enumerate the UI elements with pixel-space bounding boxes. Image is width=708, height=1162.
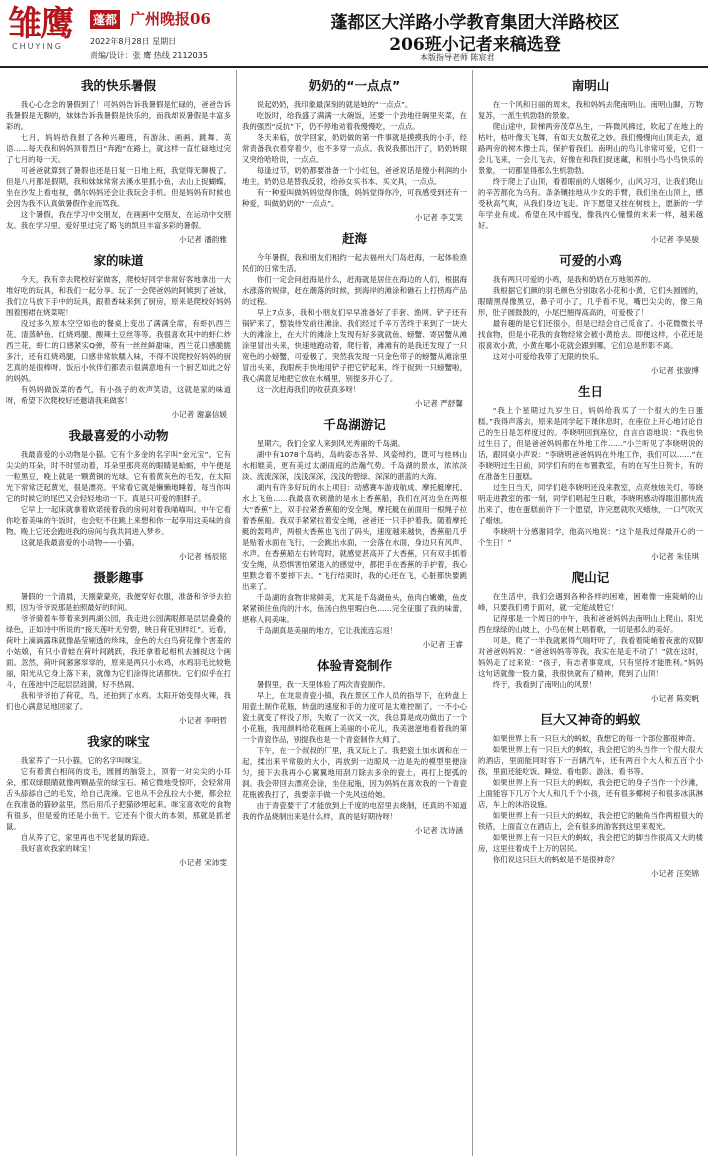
article-byline: 小记者 汪奕锦 <box>651 869 699 878</box>
article-byline: 小记者 谢嘉信媛 <box>171 410 227 419</box>
issue-date: 2022年8月28日 星期日 <box>90 37 177 46</box>
article-byline: 小记者 李昊骏 <box>651 235 699 244</box>
article-title: 我家的咪宝 <box>87 734 150 749</box>
article-body <box>478 591 703 690</box>
article-paragraph: 吃饭时，给我盛了满满一大碗饭，还要一个劲地往碗里夹菜，在我的强烈“反抗”下，仍不停地劝着我慢慢吃，一点点。 <box>242 111 467 131</box>
district-badge: 蓬都 <box>90 10 120 29</box>
article-paragraph: 终于爬上了山顶，看着眼前的人烟稀少，山风习习，让我们爬山的辛苦都化为乌有。条条镶挂地从少女的手臂，我们坐在山顶上，感受秋高气爽，从我们身边飞走。许下愿望又挂在树枝上，愿新的一学年学业有成。希望在风中摇曳，像我内心憧憬的未来一样，越来越好。 <box>478 177 703 230</box>
article <box>6 568 231 726</box>
article-byline: 小记者 张骏博 <box>651 366 699 375</box>
column-divider <box>236 70 237 1156</box>
article-body <box>242 679 467 822</box>
paper-logo: 雏鹰 <box>8 4 72 44</box>
article <box>242 415 467 650</box>
article-paragraph: 可爸爸就算到了暑假也还是日复一日地上班，我觉得无聊极了。但是八月都是假期，我和妹妹常常去溪水里抓小鱼，去山上捉蝴蝶，坐在沙发上看电视，偶尔妈妈还会让我玩会手机。但是妈妈有时候也会因为我不认真做暑假作业而骂我。 <box>6 166 231 208</box>
article-paragraph: 早上，在龙泉青瓷小镇，我在景区工作人员的指导下，在转盘上用瓷土制作花瓶，转盘的速度和手的力度可是太难控制了，一不小心瓷土就变了样没了形，失败了一次又一次，我总算是成功做出了一个小花瓶，我用颜料给花瓶画上美丽的小花儿，我美滋滋地看着我的第一个青瓷作品，别提我也是一个青瓷制作大师了。 <box>242 691 467 744</box>
article-paragraph: 这对小可爱给我带了无限的快乐。 <box>492 352 604 361</box>
article-paragraph: 千岛湖的食物非常鲜美，尤其是千岛湖鱼头，鱼肉白嫩嫩，鱼皮紧紧锁住鱼肉的汁水，鱼汤白热里瑕白色……完全征服了我的味蕾，堪称人间美味。 <box>242 593 467 624</box>
paper-logo-en: CHUYING <box>12 42 63 51</box>
article-paragraph: 下午，在一个叔叔的厂里，我又玩上了。我把瓷土加水调和在一起，揉出来平常般的大小，再放到一边晾风一边是先的模型里便涂匀，接下去我再小心翼翼地用刮刀除去多余的瓷土，再打上提弧的洞。我会带回去漂亮会涂，坐住起瓶，因为妈妈在喜欢我的一个青瓷花瓶被我打了，我要亲手做一个先风送给她。 <box>242 746 467 799</box>
article-body <box>478 274 703 362</box>
article-paragraph: 这一次赶海我们的收获真多呀！ <box>256 385 361 394</box>
article-byline: 小记者 宋沛雯 <box>179 858 227 867</box>
article <box>478 382 703 562</box>
page-headline-line2: 206班小记者来稿选登 <box>389 35 561 55</box>
article <box>242 229 467 409</box>
article-paragraph: 早上7点多，我和小朋友们早早准备好了手套、渔网、铲子还有锅铲来了，整装待发前往滩涂。我们经过千辛万苦终于来到了一块大大的滩涂上，在大片的滩涂上发现有好多就就鱼、螃蟹、寄居蟹从滩涂里冒出头来，快速地跑动着，爬行着，滩滩有的是我还发现了一只宽色的小螃蟹，可爱极了。突然我发现一只金色带子的螃蟹从滩涂里冒出头来，我眼疾手快地用铲子把它铲起来，终于捉到一只螃蟹啦，我心满意足地把它放在水桶里，别提多开心了。 <box>242 308 467 383</box>
article-byline: 小记者 沈诗涵 <box>415 826 463 835</box>
article-paragraph: 湖内有许多好玩的水上项目：动感赛车游戏航成、摩托艇摩托、水上飞鱼……我最喜欢刺激的是水上香蕉船，我们在河边坐在两根大“香蕉”上，双手拉紧香蕉船的安全绳，摩托艇在前面用一根绳子拉着香蕉船。我双手紧紧拉着安全绳，爸爸还一只手护着我。随着摩托艇的轰鸣声，两根大香蕉也飞出了码头，速度越来越快，香蕉船几乎是贴着水面在飞行，一会跳出水面，一会落在水面，身边只有风声、水声。在香蕉船左右转弯时，就感觉甚高开了大香蕉，只有双手抓着安全绳，从恐惧害怕紧退入的感觉中，都把手在香蕉的手护着，我心里默念着不要掉下去。“飞行结束时，我的心还在飞，心脏都快要跳出来了。 <box>242 483 467 591</box>
article <box>242 76 467 223</box>
article-body <box>242 99 467 209</box>
article-body <box>478 733 703 865</box>
masthead <box>0 0 708 68</box>
article <box>6 76 231 245</box>
article-paragraph: 我最喜爱的小动物是小猫。它有个多金的名字叫“金元宝”。它有尖尖的耳朵，时不时竖动着，耳朵里那亮亮的眼睛是蛤蛎，中午便是一粒黑豆，晚上就是一颗黄铜的光球。它有着黄灰色的毛发，在太阳光下常常泛起黄光，很是漂亮。平常看它就是懒懒地睡着，每当你叫它的时候它的尾巴又会轻轻地动一下。真是只可爱的胆胖子。 <box>6 450 231 503</box>
article-byline: 小记者 李艾笑 <box>415 213 463 222</box>
article <box>6 426 231 562</box>
article-paragraph: 你们说这只巨大的蚂蚁是不是很神奇？ <box>492 855 619 864</box>
article-paragraph: 它有着黄白相间的皮毛，圆圆的脑袋上，顶着一对尖尖的小耳朵，那双绿眼睛就像两颗晶莹的绿宝石。稀它微地受惊吓，会轻常用舌头舔舔自己的毛发，给自己洗澡。它也从不会乱拉大小便，都会拉在我准备的猫砂盆里，然后用爪子把猫砂埋起来。咪宝喜欢吃的食物有很多，但是爱的还是小鱼干。它还有个很大的本领，那就是抓老鼠。 <box>6 767 231 831</box>
article-paragraph: 七月，妈妈给我报了各种兴趣班，有游泳、画画、跳舞、英语……每天我和妈妈顶着烈日“奔跑”在路上，就这样一直忙碌地过完了七月的每一天。 <box>6 133 231 164</box>
page-headline-line1: 蓬都区大洋路小学教育集团大洋路校区 <box>330 13 620 33</box>
article-title: 奶奶的“一点点” <box>308 78 401 93</box>
article-byline: 小记者 朱佳琪 <box>651 552 699 561</box>
article-paragraph: 如果世界上有一只巨大的蚂蚁，我会把它的头当作一个很大很大的酒店，里面能同时容下一百辆汽车，还有两百个大人和五百个小孩，里面还能吃饭、睡觉、看电影、游泳、看书等。 <box>478 745 703 776</box>
article-paragraph: 我心心念念的暑假到了！可妈妈告诉我暑假是忙碌的，爸爸告诉我暑假是无聊的，妹妹告诉我暑假是快乐的，而我却说暑假是丰富多彩的。 <box>6 100 231 131</box>
article-paragraph: 它早上一起床就拿着欧诺接着我的房间对着我喵喵叫。中午它看你吃着美味的午饭时，也会贬不住跳上来想和你一起享用这美味的食物。晚上它还会跑进我的房间与我共同进入梦乡。 <box>6 505 231 536</box>
article-paragraph: 李晓明十分感谢同学，他高兴地说：“这个是我过得最开心的一个生日！” <box>478 527 703 547</box>
column-right <box>478 70 703 1158</box>
article-body <box>6 755 231 854</box>
article-paragraph: 我根据它们颜的羽毛颜色分别取名小花和小黄，它们头圆圆的，眼睛黑得像黑豆，鼻子可小了，几乎看不见，嘴巴尖尖的，像三角形，肚子圆鼓鼓的，小尾巴翘得高高的，可爱极了！ <box>478 286 703 317</box>
article-body <box>242 252 467 395</box>
article <box>6 251 231 420</box>
article-paragraph: 爬山途中，阶梯两旁茂草丛生，一阵微风拂过，吹起了在地上的枯叶，枯叶像天飞舞，有如天女散花之妙。我们慢慢向山顶走去，道路两旁的树木像士兵，保护着我们。南明山的鸟儿非常可爱，它们一会儿飞来，一会儿飞去，好像在和我们捉迷藏，和别小鸟小鸟快乐的景象，一切都显得那么生机勃勃。 <box>478 122 703 175</box>
article-byline: 小记者 杨辰铭 <box>179 552 227 561</box>
article-body <box>6 449 231 548</box>
article-paragraph: 我好喜欢我家的咪宝！ <box>20 844 95 853</box>
article-byline: 小记者 严舒馨 <box>415 399 463 408</box>
article-title: 可爱的小鸡 <box>559 253 622 268</box>
article-paragraph: 在一个风和日丽的周末，我和妈妈去爬南明山。南明山脚，万物复苏，一派生机勃勃的景象。 <box>478 100 703 120</box>
article <box>478 251 703 376</box>
article <box>478 568 703 704</box>
article <box>478 76 703 245</box>
article-paragraph: 今天，我有幸去爬校好家做客，爬校好同学非常好客地拿出一大堆好吃的玩具，和我们一起分享。玩了一会爬爸妈的阿姨到了爸妹，我们立马放下手中的玩具，跟着香味来到了厨房，原来是爬校好妈妈围着围裙在烧菜呢！ <box>6 275 231 317</box>
article-paragraph: 今年暑假，我和朋友们相约一起去福州大门岛赶海，一起体验渔民们的日常生活。 <box>242 253 467 273</box>
article-paragraph: 如果世界上有一只巨大的蚂蚁，我想它的每一个部位都很神奇。 <box>492 734 700 743</box>
article-title: 南明山 <box>571 78 610 93</box>
article-paragraph: 由于青瓷要干了才能放到上千度的电窑里去烧制，还真的不知道我的作品烧制出来是什么样，真的是好期待呀！ <box>242 801 467 821</box>
article-byline: 小记者 陈奕帆 <box>651 694 699 703</box>
column-middle <box>242 70 467 1158</box>
article-paragraph: 没过多久原本空空如也的餐桌上变出了满满全席，有虾扒西兰花、清蒸鲈鱼、红烧鸡腿、酸辣土豆丝等等。我很喜欢其中的虾仁炒西兰花，虾仁的口感紧实Q弹，带有一丝丝鲜甜味，西兰花口感脆脆多汁，还有红烧鸡腿，口感非常软糯入味，不得不说爬校好妈妈的厨艺真的是很棒呀。饭后小伙伴们都表示很满意地有一个厨艺如此之好的妈妈。 <box>6 319 231 383</box>
article-body <box>6 591 231 712</box>
article-paragraph: 自从养了它，家里再也不见老鼠的踪迹。 <box>20 833 154 842</box>
article-paragraph: 可是，爬了一半我就累得气喘吁吁了，我看着陡峭着夜涨的双脚对爸爸妈妈说：“爸爸妈妈等等我，我实在是走不动了！”就在这时，妈妈走了过来说：“孩子，有志者事竟成，只有坚持才能胜利。”妈妈这句话就像一股力量，我很快就有了精神，爬到了山顶！ <box>478 636 703 678</box>
article-paragraph: 每逢过节，奶奶都要准备一个小红包，爸爸说话是傻小利润的小地主，奶奶总是替我反驳，给孙女买书本、买文具，一点点。 <box>242 166 467 186</box>
article-paragraph: 湖中有1078个岛屿，岛屿姿态各异、风姿绰约，既可与桂林山水相媲美，更有美过太湖雨庭的浩瀚气势。千岛湖的景水，浓浓淡淡、流流深深，浅浅深深，浅浅的碧绿、深深的湛蓝的大海。 <box>242 450 467 481</box>
article-paragraph: 这个暑假，我在学习中交朋友，在画画中交朋友，在运动中交朋友。我在学习里、爱好里过完了略飞的凯旦丰富多彩的暑假。 <box>6 210 231 230</box>
article-title: 我最喜爱的小动物 <box>68 428 169 443</box>
article-paragraph: 最有趣的是它们还很小，但是已经会自己觅食了。小花微微长寻找食物，但是小花我的食物经常会被小黄抢去。即便这样，小花还是很喜欢小黄，小黄在哪小花就会跟到哪，它们总是形影不离。 <box>478 319 703 350</box>
article-paragraph: 有一种爱叫做妈妈觉得你饿，妈妈觉得你冷，可我感受到还有一种爱，叫做奶奶的“一点点”。 <box>242 188 467 208</box>
article-title: 赶海 <box>341 231 367 246</box>
article-byline: 小记者 潘韵雅 <box>179 235 227 244</box>
column-left <box>6 70 231 1158</box>
article-body <box>242 438 467 636</box>
article-paragraph: 暑假的一个清晨，天刚蒙蒙亮，我便穿好衣服，准备和爷爷去拍照，因为爷爷说那是拍照最好的时间。 <box>6 592 231 612</box>
article-title: 摄影趣事 <box>93 570 144 585</box>
column-divider <box>472 70 473 1156</box>
article-paragraph: 星期六，我们全家人来到风光秀丽的千岛湖。 <box>256 439 405 448</box>
article-paragraph: 你们一定会问赶海是什么，赶海就是居住在海边的人们，根据海水涨落的规律，赶在潮落的时候，到海岸的滩涂和礁石上打捞海产品的过程。 <box>242 275 467 306</box>
article-title: 体验青瓷制作 <box>316 658 392 673</box>
article-title: 家的味道 <box>93 253 144 268</box>
article-byline: 小记者 李明哲 <box>179 716 227 725</box>
article-paragraph: 千岛湖真是美丽的地方，它让我流连忘返！ <box>256 626 398 635</box>
article-paragraph: 过生日当天，同学们趁李晓明还没来教室，点亮烛烛关灯，等晓明走进教室的那一刻，同学们唱起生日歌，李晓明感动得眼泪都快流出来了，他在蛋糕前许下一个愿望，许完愿就吹灭蜡烛，一口气吹灭了蜡烛。 <box>478 483 703 525</box>
tutor-credit: 本版指导老师 陈宸君 <box>420 53 495 62</box>
article-title: 我的快乐暑假 <box>80 78 156 93</box>
article-byline: 小记者 王睿 <box>422 640 463 649</box>
article <box>478 710 703 879</box>
editor-info: 责编/设计：张 鹰 热线 2112035 <box>90 51 208 60</box>
article-body <box>478 99 703 231</box>
article-paragraph: 记得那是一个周日的中午，我和爸爸妈妈去南明山上爬山。阳光西在绿绿的山坡上，小鸟在树上唱着歌，一切是那么的美好。 <box>478 614 703 634</box>
article-paragraph: 如果世界上有一只巨大的蚂蚁，我会把它的脚当作很高又大的楼房，这里住着成千上万的居民。 <box>478 833 703 853</box>
paper-name: 广州晚报06 <box>130 10 211 28</box>
article <box>242 656 467 836</box>
article-paragraph: 我家养了一只小猫，它的名字叫咪宝。 <box>20 756 147 765</box>
article-body <box>6 274 231 406</box>
article-paragraph: 我和爷爷拍了荷花，鸟，还拍到了水鸡。太阳开始变得火辣，我们也心满意足地回家了。 <box>6 691 231 711</box>
article-paragraph: 有妈妈做饭菜的香气，有小孩子的欢声笑语，这就是家的味道呀，希望下次爬校好还邀请我来做客！ <box>6 385 231 405</box>
article-paragraph: “我上个星期过九岁生日，妈妈给我买了一个很大的生日蛋糕。”我得声落去，原来是同学起下课休息时，在座位上开心地讨论自己的生日是怎样度过的。李晓明回到座位，自言自语地说：“我也快过生日了，但是爸爸妈妈都在外地工作……”小兰听见了李晓明说的话，跟同桌小声说：“李晓明爸爸妈妈在外地工作，我们可以……”在李晓明过生日前，同学们有的在布置教室，有的在写生日贺卡，有的在准备生日蛋糕。 <box>478 406 703 481</box>
article-title: 爬山记 <box>571 570 610 585</box>
article-paragraph: 在生活中，我们会遇到各种各样的困难，困难像一座陡峭的山峰，只要我们勇于面对，就一定能战胜它！ <box>478 592 703 612</box>
article-paragraph: 暑假里，我一天里体验了两次青瓷制作。 <box>256 680 390 689</box>
article-paragraph: 如果世界上有一只巨大的蚂蚁，我会把它的身子当作一个沙滩，上面能容下几万个大人和几千个小孩，还有很多椰树子和很多冰淇淋店，车上的沐浴设施。 <box>478 778 703 809</box>
article-title: 千岛湖游记 <box>323 417 386 432</box>
article-body <box>478 405 703 548</box>
article-paragraph: 终于，我看到了南明山的风景！ <box>492 680 597 689</box>
article-paragraph: 说起奶奶，我印象最深刻的就是她的“一点点”。 <box>256 100 413 109</box>
article-paragraph: 我有两只可爱的小鸡，是我和奶奶在万地领养的。 <box>492 275 656 284</box>
article-paragraph: 爷爷骑着车带着来到两湖公园，我走进公园满眼都是层层叠叠的绿色，正如诗中所说的“接天莲叶无穷碧，映日荷花别样红”。近看，荷叶上滴滴露珠就像晶莹剔透的珍珠，金色的大白鸟荷花像个害羞的小姑娘，有只小青蛙在荷叶间跳跃，我还拿着起相机去捕捉这个画面。忽然，荷叶间窸窸窣窣的，原来是两只小水鸡，水鸡羽毛比较艳丽，阳光从它身上落下来，就像为它们涂得比诸都快。它们似乎在打斗，在莲池中泛起层层涟漪，好不热闹。 <box>6 614 231 689</box>
article-title: 巨大又神奇的蚂蚁 <box>540 712 641 727</box>
article <box>6 732 231 868</box>
article-title: 生日 <box>577 384 603 399</box>
article-paragraph: 如果世界上有一只巨大的蚂蚁，我会把它的触角当作两根很大的铁塔，上面直立在酒店上，会有很多的游客到这里来观光。 <box>478 811 703 831</box>
article-paragraph: 冬天来临，放学回家，奶奶做的第一件事就是摸摸我的小手，经常责备我衣着穿着少，也不多穿一点点。我说我都出汗了，奶奶转眼又突给哈哈说，一点点。 <box>242 133 467 164</box>
article-body <box>6 99 231 231</box>
article-paragraph: 这就是我最喜爱的小动物——小猫。 <box>20 538 140 547</box>
